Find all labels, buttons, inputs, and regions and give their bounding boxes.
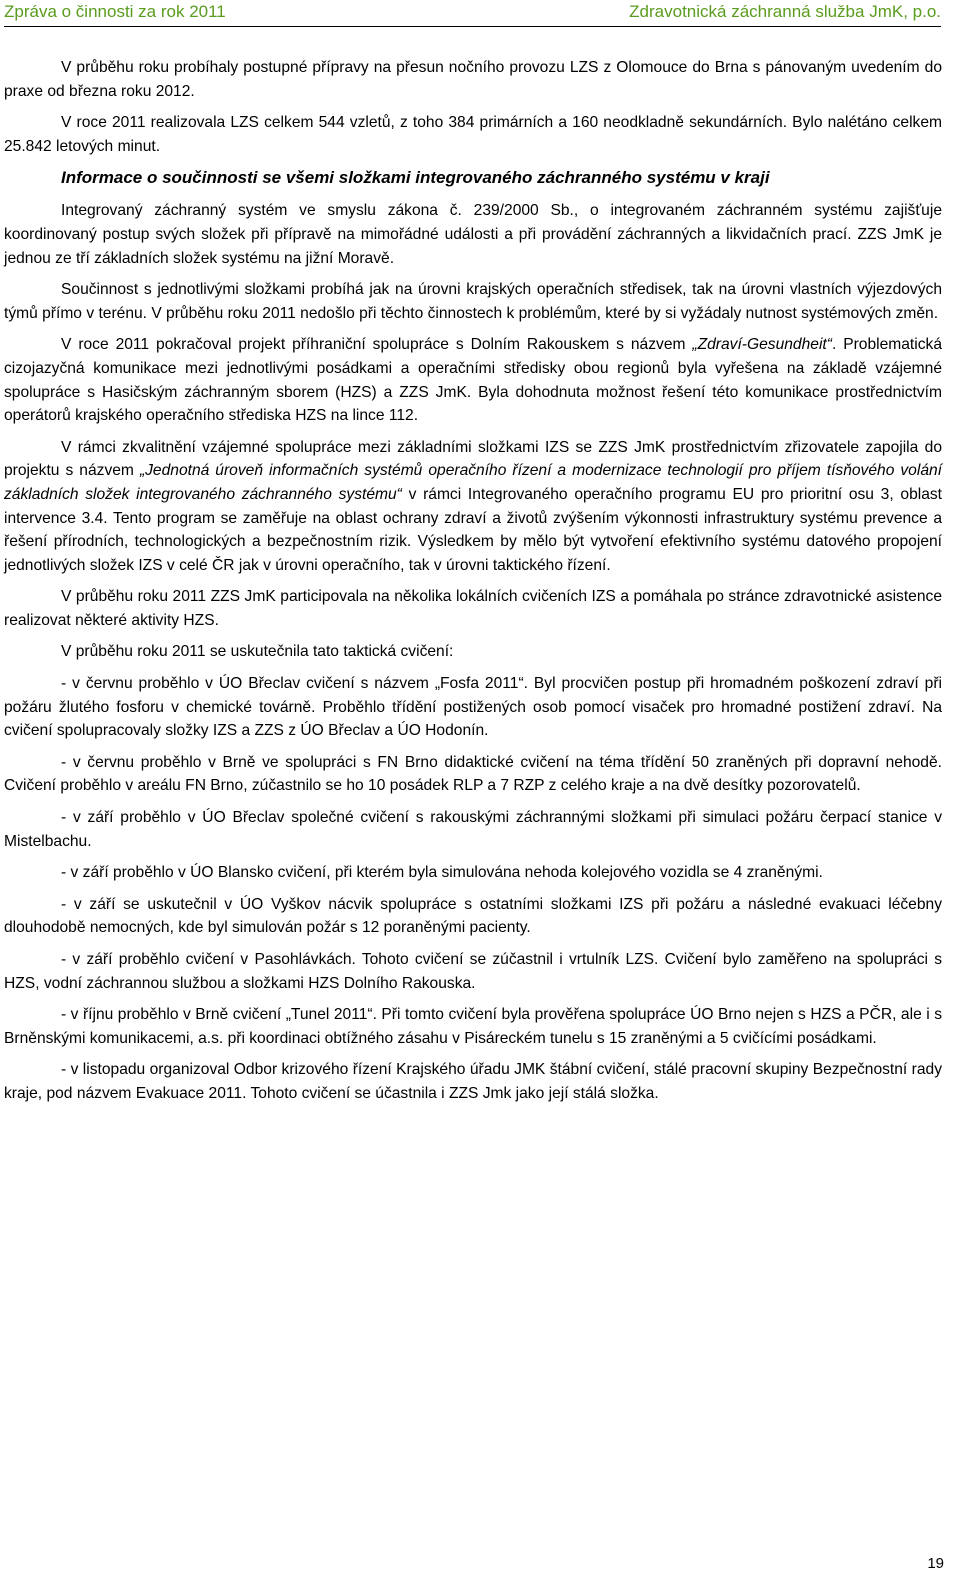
body-paragraph-6: V průběhu roku 2011 se uskutečnila tato taktická cvičení: xyxy=(61,643,454,661)
body-paragraph-1: Integrovaný záchranný systém ve smyslu zákona č. 239/2000 Sb., o integrovaném záchranném systému zajišťuje koordinovaný postup svých složek při přípravě na mimořádné události a při provádění záchranných a likvidačních prací. ZZS JmK je jednou ze tří základních složek systému na jižní Moravě. xyxy=(4,202,942,267)
p3-text-a: V roce 2011 pokračoval projekt příhraniční spolupráce s Dolním Rakouskem s názvem xyxy=(61,336,693,354)
exercise-item: - v září proběhlo v ÚO Břeclav společné cvičení s rakouskými záchrannými složkami při simulaci požáru čerpací stanice v Mistelbachu. xyxy=(4,809,942,850)
page-number: 19 xyxy=(927,1555,944,1572)
header-report-title: Zpráva o činnosti za rok 2011 xyxy=(4,2,226,21)
exercise-item: - v září se uskutečnil v ÚO Vyškov nácvik spolupráce s ostatními složkami IZS při požáru a následné evakuaci léčebny dlouhodobě nemocných, kde byl simulován požár s 12 poraněnými pacienty. xyxy=(4,895,942,937)
body-paragraph-2: Součinnost s jednotlivými složkami probíhá jak na úrovni krajských operačních středisek, tak na úrovni vlastních výjezdových týmů přímo v terénu. V průběhu roku 2011 nedošlo při těchto činnostech k problémům, které by si vyžádaly nutnost systémových změn. xyxy=(4,281,942,322)
exercise-item: - v září proběhlo v ÚO Blansko cvičení, při kterém byla simulována nehoda kolejového vozidla se 4 zraněnými. xyxy=(61,864,823,882)
p4-project-name: „Jednotná úroveň informačních systémů operačního řízení a modernizace technologií pro příjem tísňového volání základních složek integrovaného záchranného systému“ xyxy=(4,462,942,503)
intro-paragraph-1: V průběhu roku probíhaly postupné přípravy na přesun nočního provozu LZS z Olomouce do Brna s pánovaným uvedením do praxe od března roku 2012. xyxy=(4,59,942,100)
p3-project-name: „Zdraví-Gesundheit“ xyxy=(692,336,832,354)
section-heading: Informace o součinnosti se všemi složkami integrovaného záchranného systému v kraji xyxy=(61,168,770,188)
page-header xyxy=(4,2,941,27)
body-paragraph-3 xyxy=(4,333,942,427)
exercise-list xyxy=(4,672,942,1106)
p4-text-b: v rámci Integrovaného operačního programu EU pro prioritní osu 3, oblast intervence 3.4. Tento program se zaměřuje na oblast ochrany zdraví a životů zvýšením výkonnosti infrastruktury systému prevence a řešení přírodních, technologických a bezpečnostním rizik. Výsledkem by mělo být vytvoření efektivního systému datového propojení jednotlivých složek IZS v celé ČR jak v úrovni operačního, tak v úrovni taktického řízení. xyxy=(4,485,943,574)
p3-text-b: . Problematická cizojazyčná komunikace mezi jednotlivými posádkami a operačními středisky obou regionů byla vyřešena na základě vzájemné spolupráce s Hasičským záchranným sborem (HZS) a ZZS JmK. Byla dohodnuta možnost řešení této komunikace prostřednictvím operátorů krajského operačního střediska HZS na lince 112. xyxy=(4,336,942,425)
body-paragraph-5: V průběhu roku 2011 ZZS JmK participovala na několika lokálních cvičeních IZS a pomáhala po stránce zdravotnické asistence realizovat některé aktivity HZS. xyxy=(4,588,942,629)
p4-text-a: V rámci zkvalitnění vzájemné spolupráce mezi základními složkami IZS se ZZS JmK prostřednictvím zřizovatele zapojila do projektu s názvem xyxy=(4,438,942,480)
header-organization: Zdravotnická záchranná služba JmK, p.o. xyxy=(629,2,941,21)
exercise-item: - v září proběhlo cvičení v Pasohlávkách. Tohoto cvičení se zúčastnil i vrtulník LZS. Cvičení bylo zaměřeno na spolupráci s HZS, vodní záchrannou službou a složkami HZS Dolního Rakouska. xyxy=(4,951,942,992)
exercise-item: - v červnu proběhlo v ÚO Břeclav cvičení s názvem „Fosfa 2011“. Byl procvičen postup při hromadném poškození zdraví při požáru žlutého fosforu v chemické továrně. Proběhlo třídění postižených osob pomocí visaček pro hromadné postižení zdraví. Na cvičení spolupracovaly složky IZS a ZZS z ÚO Břeclav a ÚO Hodonín. xyxy=(4,675,942,740)
exercise-item: - v červnu proběhlo v Brně ve spolupráci s FN Brno didaktické cvičení na téma třídění 50 zraněných při dopravní nehodě. Cvičení proběhlo v areálu FN Brno, zúčastnilo se ho 10 posádek RLP a 7 RZP z celého kraje a na dvě desítky pozorovatelů. xyxy=(4,753,942,795)
exercise-item: - v říjnu proběhlo v Brně cvičení „Tunel 2011“. Při tomto cvičení byla prověřena spolupráce ÚO Brno nejen s HZS a PČR, ale i s Brněnskými komunikacemi, a.s. při koordinaci obtížného zásahu v Pisáreckém tunelu s 15 zraněnými a 5 cvičícími posádkami. xyxy=(4,1006,942,1047)
intro-paragraph-2: V roce 2011 realizovala LZS celkem 544 vzletů, z toho 384 primárních a 160 neodkladně sekundárních. Bylo nalétáno celkem 25.842 letových minut. xyxy=(4,114,942,155)
exercise-item: - v listopadu organizoval Odbor krizového řízení Krajského úřadu JMK štábní cvičení, stálé pracovní skupiny Bezpečnostní rady kraje, pod názvem Evakuace 2011. Tohoto cvičení se účastnila i ZZS Jmk jako její stálá složka. xyxy=(4,1061,942,1102)
document-body xyxy=(4,56,942,1114)
body-paragraph-4 xyxy=(4,436,942,578)
